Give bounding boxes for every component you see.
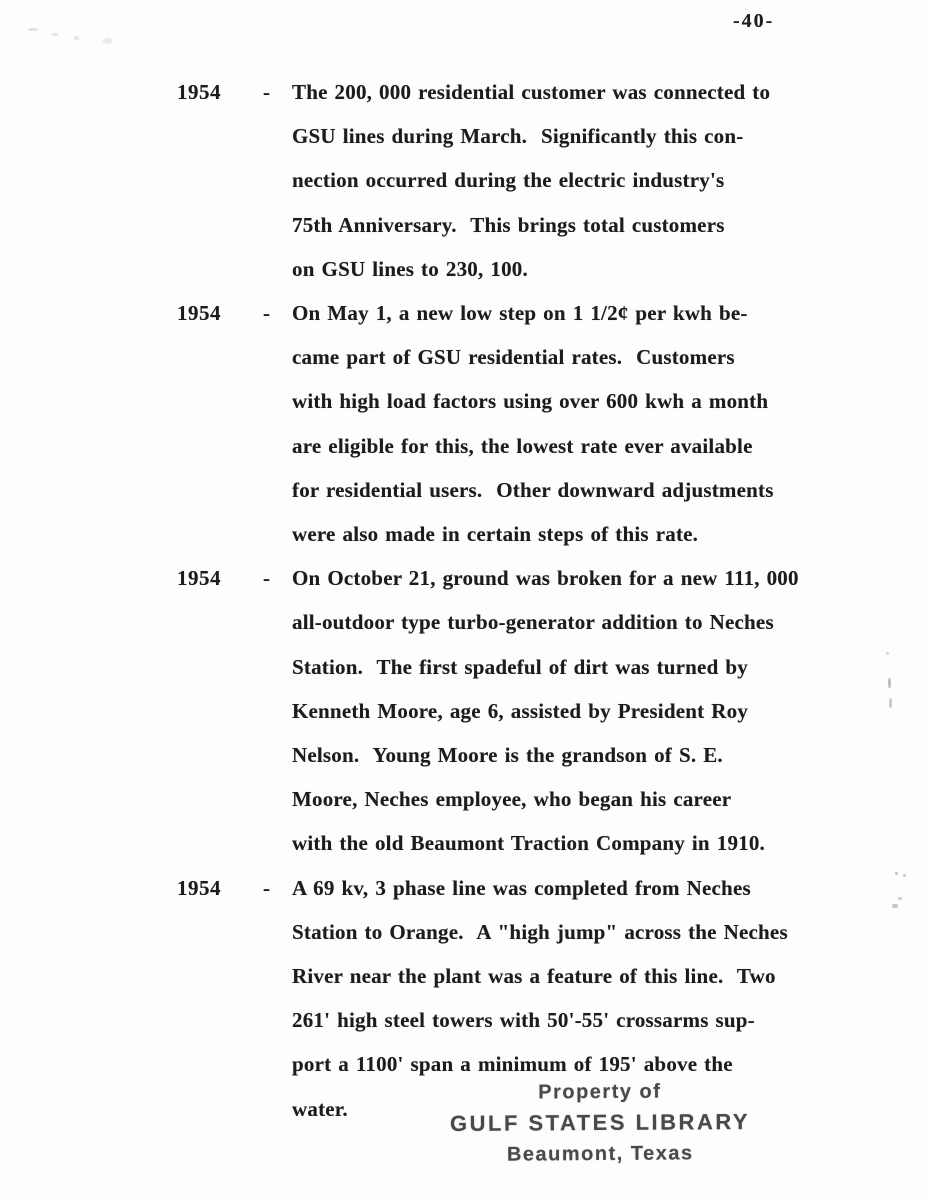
text-line: were also made in certain steps of this rate. xyxy=(292,522,699,547)
stamp-line: Beaumont, Texas xyxy=(506,1142,694,1166)
text-line: Station. The first spadeful of dirt was turned by xyxy=(292,654,748,679)
scan-artifact xyxy=(52,33,58,36)
text-line: A 69 kv, 3 phase line was completed from Neches xyxy=(292,875,751,900)
text-line: port a 1100' span a minimum of 195' above the xyxy=(292,1052,733,1077)
text-line: with high load factors using over 600 kwh a month xyxy=(292,389,769,414)
text-line: Nelson. Young Moore is the grandson of S. E. xyxy=(292,743,723,767)
entry-dash: - xyxy=(263,875,270,900)
text-line: 261' high steel towers with 50'-55' crossarms sup- xyxy=(292,1008,755,1033)
chronology-entry xyxy=(0,556,927,865)
text-line: water. xyxy=(292,1096,348,1121)
text-line: for residential users. Other downward adjustments xyxy=(292,477,774,502)
entry-dash: - xyxy=(263,566,270,591)
entry-year: 1954 xyxy=(177,301,221,325)
text-line: River near the plant was a feature of this line. Two xyxy=(292,964,776,988)
text-line: Kenneth Moore, age 6, assisted by President Roy xyxy=(292,698,749,723)
stamp-line: GULF STATES LIBRARY xyxy=(449,1108,751,1137)
library-stamp xyxy=(430,1079,771,1167)
scan-artifact xyxy=(103,38,112,44)
entry-dash: - xyxy=(263,301,270,325)
text-line: are eligible for this, the lowest rate ever available xyxy=(292,433,753,458)
text-line: all-outdoor type turbo-generator addition to Neches xyxy=(292,610,774,635)
text-line: The 200, 000 residential customer was connected to xyxy=(292,80,771,104)
text-line: Station to Orange. A "high jump" across the Neches xyxy=(292,919,788,944)
entry-year: 1954 xyxy=(177,80,221,104)
scan-artifact xyxy=(28,28,38,31)
text-line: 75th Anniversary. This brings total customers xyxy=(292,212,725,237)
text-line: nection occurred during the electric industry's xyxy=(292,168,725,193)
entry-year: 1954 xyxy=(177,566,221,591)
text-line: with the old Beaumont Traction Company in 1910. xyxy=(292,831,765,856)
scan-artifact xyxy=(74,36,79,40)
chronology-entry xyxy=(0,70,927,291)
text-line: came part of GSU residential rates. Customers xyxy=(292,345,735,370)
entry-dash: - xyxy=(263,80,270,104)
text-line: On May 1, a new low step on 1 1/2¢ per kwh be- xyxy=(292,301,748,325)
text-line: on GSU lines to 230, 100. xyxy=(292,256,528,281)
text-line: Moore, Neches employee, who began his career xyxy=(292,787,732,812)
entry-year: 1954 xyxy=(177,875,221,900)
stamp-line: Property of xyxy=(538,1080,662,1104)
text-line: GSU lines during March. Significantly this con- xyxy=(292,124,744,149)
chronology-entry xyxy=(0,291,927,556)
text-line: On October 21, ground was broken for a new 111, 000 xyxy=(292,566,799,591)
page-number: -40- xyxy=(733,10,775,32)
